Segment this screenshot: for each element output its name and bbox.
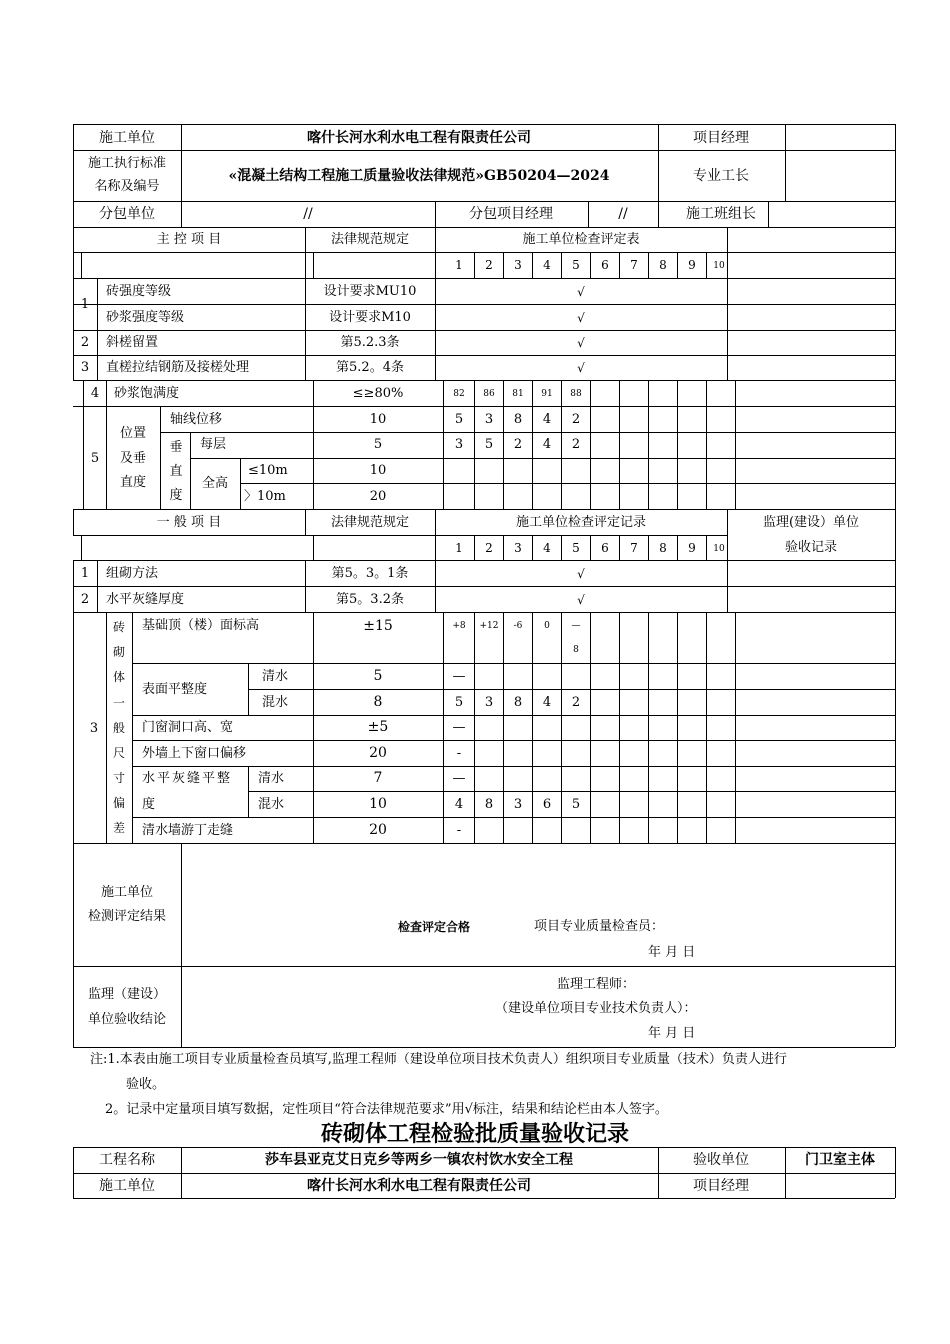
- item-spec: 10: [369, 796, 387, 812]
- result-conclusion: 检查评定合格: [398, 920, 471, 934]
- measure-value: 3: [513, 797, 523, 812]
- rule: [561, 612, 562, 843]
- team-label: 施工班组长: [686, 206, 756, 222]
- rule: [73, 843, 895, 844]
- item-spec: 10: [369, 463, 387, 478]
- rule: [658, 1147, 659, 1198]
- column-number: 9: [688, 258, 696, 272]
- rule: [503, 380, 504, 509]
- rule: [240, 483, 895, 484]
- inspector-signature: 项目专业质量检查员：: [534, 919, 665, 934]
- unit-value: 喀什长河水利水电工程有限责任公司: [307, 130, 531, 146]
- item-name: 〉10m: [244, 489, 286, 504]
- column-number: 3: [514, 258, 522, 272]
- rule: [73, 355, 895, 356]
- column-number: 7: [630, 541, 638, 555]
- rule: [73, 201, 895, 202]
- row-number: 4: [90, 386, 100, 401]
- rule: [895, 227, 896, 509]
- std-label: 名称及编号: [94, 179, 160, 194]
- item-name: 外墙上下窗口偏移: [142, 746, 247, 761]
- rule: [81, 252, 82, 278]
- measure-value: —: [452, 669, 466, 684]
- note-line: 注:1.本表由施工项目专业质量检查员填写,监理工程师（建设单位项目技术负责人）组织项目专业质量（技术）负责人进行: [90, 1052, 787, 1067]
- column-number: 7: [630, 258, 638, 272]
- measure-value: 8: [484, 797, 494, 812]
- pm-label: 项目经理: [693, 1178, 749, 1194]
- rule: [727, 509, 728, 612]
- rule: [73, 1147, 895, 1148]
- rule: [73, 227, 895, 228]
- rule: [503, 612, 504, 843]
- rule: [895, 124, 896, 227]
- measure-value: 5: [571, 797, 581, 812]
- rule: [73, 406, 895, 407]
- rule: [73, 509, 74, 535]
- row-number: 2: [80, 335, 90, 350]
- group-label: 直: [169, 464, 183, 479]
- rule: [132, 715, 895, 716]
- std-value: «混凝土结构工程施工质量验收法律规范»GB50204—2024: [228, 168, 610, 184]
- deviation-label-char: 寸: [112, 771, 126, 785]
- rule: [677, 535, 678, 560]
- measure-value: 91: [541, 389, 553, 399]
- item-spec: 7: [373, 770, 383, 786]
- measure-value: —: [452, 771, 466, 786]
- rule: [73, 124, 895, 125]
- rule: [590, 612, 591, 843]
- rule: [73, 560, 895, 561]
- rule: [619, 535, 620, 560]
- rule: [619, 252, 620, 278]
- rule: [561, 380, 562, 509]
- check-mark: √: [577, 567, 585, 581]
- item-name: 砖强度等级: [106, 284, 172, 299]
- group-label: 度: [169, 488, 183, 503]
- rule: [106, 380, 107, 509]
- item-spec: 5: [373, 437, 383, 452]
- column-number: 3: [514, 541, 522, 555]
- rule: [435, 509, 436, 612]
- item-name: 表面平整度: [142, 682, 208, 697]
- rule: [73, 124, 74, 227]
- rule: [160, 406, 161, 509]
- result-label: 施工单位: [100, 885, 154, 900]
- rule: [73, 586, 895, 587]
- item-name: 斜槎留置: [106, 335, 159, 350]
- rule: [190, 458, 895, 459]
- rule: [190, 432, 191, 509]
- rule: [590, 535, 591, 560]
- rule: [474, 380, 475, 509]
- check-mark: √: [577, 361, 585, 375]
- group-label: 直度: [119, 475, 147, 490]
- supervision-label: 单位验收结论: [87, 1012, 167, 1027]
- row-number: 2: [80, 592, 90, 607]
- item-spec: 设计要求MU10: [323, 284, 417, 299]
- rule: [443, 380, 444, 509]
- column-number: 8: [659, 258, 667, 272]
- deviation-label-char: 体: [112, 670, 126, 684]
- rule: [73, 535, 727, 536]
- item-name: 砂浆强度等级: [106, 310, 185, 325]
- rule: [735, 612, 736, 843]
- measure-value: 4: [542, 437, 552, 452]
- measure-value: -: [456, 746, 462, 761]
- rule: [248, 689, 895, 690]
- rule: [648, 380, 649, 509]
- rule: [727, 227, 728, 381]
- measure-value: 5: [484, 437, 494, 452]
- rule: [73, 1147, 74, 1198]
- rule: [561, 535, 562, 560]
- engineer-signature: 监理工程师：: [557, 977, 636, 992]
- sub-pm-value: //: [618, 206, 628, 222]
- rule: [532, 380, 533, 509]
- item-name: 门窗洞口高、宽: [142, 720, 234, 735]
- rule: [73, 380, 895, 381]
- rule: [97, 560, 98, 612]
- item-name: 轴线位移: [170, 412, 223, 427]
- check-mark: √: [577, 285, 585, 299]
- rule: [532, 612, 533, 843]
- item-name: 清水墙游丁走缝: [142, 823, 234, 838]
- rule: [73, 509, 895, 510]
- row-number: 3: [80, 360, 90, 375]
- rule: [132, 740, 895, 741]
- rule: [73, 1198, 895, 1199]
- rule: [706, 252, 707, 278]
- item-spec: 第5。3。1条: [331, 566, 409, 581]
- item-spec: 10: [369, 412, 387, 427]
- result-date: 年 月 日: [648, 945, 696, 960]
- rule: [785, 124, 786, 201]
- column-number: 1: [455, 258, 463, 272]
- unit-label: 施工单位: [99, 1178, 155, 1194]
- spec-header: 法律规范规定: [330, 515, 410, 530]
- measure-value: 3: [484, 412, 494, 427]
- measure-value: 3: [454, 437, 464, 452]
- item-spec: 第5.2.3条: [340, 335, 400, 350]
- measure-value: 4: [454, 797, 464, 812]
- measure-value: +12: [479, 621, 499, 631]
- item-name: 混水: [262, 695, 289, 710]
- item-name: 混水: [258, 797, 285, 812]
- measure-value: +8: [452, 621, 466, 631]
- rule: [97, 278, 98, 381]
- column-number: 5: [572, 258, 580, 272]
- rule: [561, 252, 562, 278]
- item-name: ≤10m: [248, 463, 288, 478]
- check-mark: √: [577, 311, 585, 325]
- column-number: 1: [455, 541, 463, 555]
- column-number: 5: [572, 541, 580, 555]
- accept-label: 验收单位: [693, 1152, 749, 1168]
- rule: [443, 612, 444, 843]
- rule: [81, 535, 82, 560]
- rule: [73, 612, 895, 613]
- rule: [768, 201, 769, 227]
- rule: [305, 227, 306, 381]
- rule: [181, 1147, 182, 1198]
- rule: [106, 612, 107, 843]
- item-name: 组砌方法: [106, 566, 159, 581]
- rule: [706, 612, 707, 843]
- column-number: 10: [713, 261, 725, 271]
- rule: [132, 612, 133, 843]
- measure-value: 5: [454, 412, 464, 427]
- group-label: 垂: [169, 440, 183, 455]
- item-name: 清水: [258, 771, 285, 786]
- measure-value: 4: [542, 412, 552, 427]
- column-number: 9: [688, 541, 696, 555]
- item-spec: ±5: [367, 719, 389, 735]
- rule: [677, 380, 678, 509]
- rule: [785, 1147, 786, 1198]
- rule: [503, 252, 504, 278]
- rule: [648, 535, 649, 560]
- rule: [160, 432, 895, 433]
- item-spec: 20: [369, 822, 387, 838]
- item-name: 水平灰缝厚度: [106, 592, 185, 607]
- item-spec: ±15: [363, 618, 393, 634]
- foreman-label: 专业工长: [693, 168, 749, 184]
- item-name: 基础顶（楼）面标高: [142, 618, 260, 633]
- rule: [474, 252, 475, 278]
- spec-header: 法律规范规定: [330, 232, 410, 247]
- item-spec: 第5。3.2条: [336, 592, 404, 607]
- deviation-label-char: 尺: [112, 746, 126, 760]
- std-label: 施工执行标准: [87, 156, 167, 171]
- measure-value: 82: [453, 389, 465, 399]
- rule: [677, 252, 678, 278]
- item-name: 直槎拉结钢筋及接槎处理: [106, 360, 250, 375]
- rule: [619, 380, 620, 509]
- rule: [648, 252, 649, 278]
- measure-value: 5: [454, 695, 464, 710]
- note-line: 2。记录中定量项目填写数据，定性项目“符合法律规范要求”用√标注，结果和结论栏由本人签字。: [105, 1102, 668, 1117]
- rule: [590, 252, 591, 278]
- rule: [706, 535, 707, 560]
- rule: [248, 766, 249, 817]
- measure-value: —: [571, 621, 581, 631]
- rule: [532, 252, 533, 278]
- check-mark: √: [577, 336, 585, 350]
- deviation-label-char: 偏: [112, 796, 126, 810]
- rule: [73, 227, 74, 381]
- row-number: 1: [80, 297, 90, 312]
- item-spec: 第5.2。4条: [336, 360, 404, 375]
- rule: [73, 330, 895, 331]
- rule: [240, 458, 241, 509]
- deviation-label-char: 砌: [112, 645, 126, 659]
- row-number: 3: [89, 721, 99, 736]
- item-spec: 20: [369, 745, 387, 761]
- rule: [895, 1147, 896, 1198]
- deviation-label-char: 砖: [112, 620, 126, 634]
- measure-value: -: [456, 823, 462, 838]
- rule: [73, 304, 895, 305]
- rule: [895, 509, 896, 843]
- project-label: 工程名称: [99, 1152, 155, 1168]
- column-number: 10: [713, 544, 725, 554]
- project-value: 莎车县亚克艾日克乡等两乡一镇农村饮水安全工程: [265, 1152, 573, 1168]
- column-number: 4: [543, 541, 551, 555]
- item-spec: 设计要求M10: [329, 310, 411, 325]
- rule: [590, 380, 591, 509]
- rule: [248, 663, 249, 715]
- check-header: 施工单位检查评定记录: [515, 515, 647, 530]
- measure-value: 6: [542, 797, 552, 812]
- general-items-title: 一 般 项 目: [156, 515, 222, 530]
- supervision-label: 监理（建设）: [87, 987, 167, 1002]
- column-number: 6: [601, 541, 609, 555]
- measure-value: 81: [512, 389, 524, 399]
- rule: [73, 252, 895, 253]
- owner-signature: （建设单位项目专业技术负责人）：: [495, 1001, 697, 1016]
- measure-value: 2: [571, 412, 581, 427]
- rule: [73, 1047, 895, 1048]
- rule: [677, 612, 678, 843]
- column-number: 8: [659, 541, 667, 555]
- rule: [132, 817, 895, 818]
- rule: [435, 201, 436, 227]
- measure-value: 4: [542, 695, 552, 710]
- item-name: 水平灰缝平整: [142, 771, 233, 786]
- sub-label: 分包单位: [99, 206, 155, 222]
- measure-value: 8: [513, 695, 523, 710]
- item-spec: 20: [369, 489, 387, 504]
- check-header: 施工单位检查评定表: [522, 232, 640, 247]
- rule: [132, 766, 895, 767]
- rule: [73, 150, 895, 151]
- rule: [503, 535, 504, 560]
- rule: [73, 843, 74, 1047]
- item-name: 砂浆饱满度: [114, 386, 180, 401]
- item-name: 每层: [200, 437, 227, 452]
- rule: [706, 380, 707, 509]
- rule: [248, 791, 895, 792]
- item-spec: 5: [373, 668, 383, 684]
- main-items-title: 主 控 项 目: [156, 232, 222, 247]
- measure-value: 8: [573, 645, 579, 655]
- row-number: 1: [80, 566, 90, 581]
- rule: [648, 612, 649, 843]
- rule: [895, 843, 896, 1047]
- rule: [474, 535, 475, 560]
- item-spec: 8: [373, 694, 383, 710]
- accept-value: 门卫室主体: [805, 1152, 875, 1168]
- rule: [735, 380, 736, 509]
- rule: [435, 227, 436, 381]
- rule: [83, 380, 84, 509]
- group-label: 位置: [119, 426, 147, 441]
- rule: [73, 966, 895, 967]
- rule: [305, 509, 306, 535]
- check-mark: √: [577, 593, 585, 607]
- rule: [588, 201, 589, 227]
- supervision-date: 年 月 日: [648, 1026, 696, 1041]
- sub-value: //: [303, 206, 313, 222]
- measure-value: 86: [483, 389, 495, 399]
- supervisor-header: 监理(建设）单位: [762, 515, 860, 530]
- measure-value: —: [452, 720, 466, 735]
- rule: [73, 278, 895, 279]
- measure-value: 88: [570, 389, 582, 399]
- deviation-label-char: 般: [112, 721, 126, 735]
- rule: [313, 252, 314, 278]
- unit-value: 喀什长河水利水电工程有限责任公司: [307, 1178, 531, 1194]
- item-name: 全高: [202, 476, 229, 491]
- group-label: 及垂: [119, 451, 147, 466]
- rule: [73, 560, 74, 843]
- measure-value: 2: [571, 695, 581, 710]
- column-number: 4: [543, 258, 551, 272]
- measure-value: 0: [544, 621, 550, 631]
- pm-label: 项目经理: [693, 130, 749, 146]
- rule: [474, 612, 475, 843]
- rule: [181, 124, 182, 227]
- rule: [313, 612, 314, 843]
- rule: [313, 380, 314, 509]
- measure-value: 8: [513, 412, 523, 427]
- supervisor-header: 验收记录: [784, 540, 838, 555]
- rule: [181, 843, 182, 1047]
- row-number: 5: [90, 451, 100, 466]
- note-line: 验收。: [126, 1077, 166, 1092]
- item-name: 清水: [262, 669, 289, 684]
- rule: [313, 535, 314, 560]
- deviation-label-char: 一: [112, 696, 126, 710]
- rule: [532, 535, 533, 560]
- rule: [658, 124, 659, 227]
- rule: [132, 663, 895, 664]
- unit-label: 施工单位: [99, 130, 155, 146]
- rule: [73, 1173, 895, 1174]
- measure-value: 2: [571, 437, 581, 452]
- measure-value: 3: [484, 695, 494, 710]
- measure-value: 2: [513, 437, 523, 452]
- form-title: 砖砌体工程检验批质量验收记录: [320, 1122, 630, 1147]
- deviation-label-char: 差: [112, 821, 126, 835]
- column-number: 2: [485, 258, 493, 272]
- result-label: 检测评定结果: [87, 909, 167, 924]
- sub-pm-label: 分包项目经理: [469, 206, 553, 222]
- item-name: 度: [142, 797, 156, 812]
- measure-value: -6: [513, 621, 523, 631]
- rule: [619, 612, 620, 843]
- column-number: 6: [601, 258, 609, 272]
- item-spec: ≤≥80%: [352, 386, 404, 401]
- rule: [305, 560, 306, 612]
- column-number: 2: [485, 541, 493, 555]
